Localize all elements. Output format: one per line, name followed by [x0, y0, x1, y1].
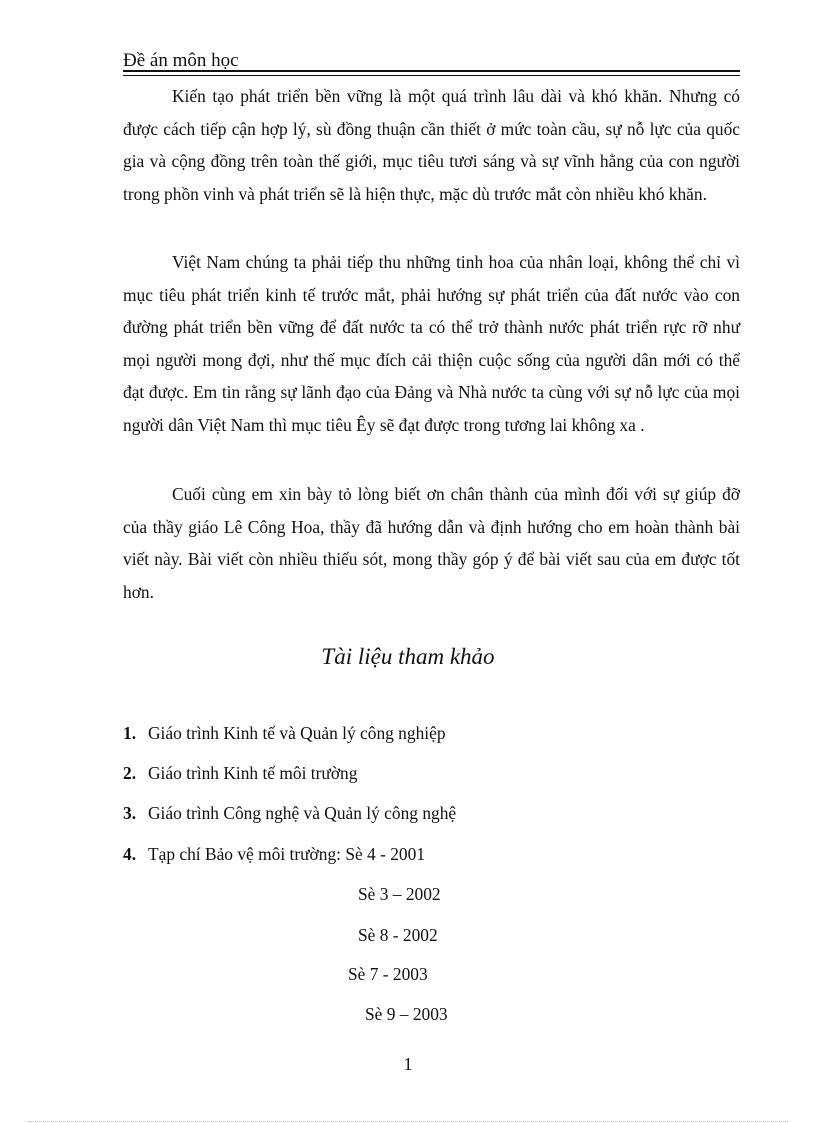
references-title: Tài liệu tham khảo	[321, 644, 495, 669]
reference-item	[123, 843, 425, 865]
reference-item	[123, 722, 446, 744]
journal-issue: Sè 8 - 2002	[358, 925, 438, 945]
paragraph-3: Cuối cùng em xin bày tỏ lòng biết ơn chân thành của mình đối với sự giúp đỡ của thầy giáo Lê Công Hoa, thầy đã hướng dẫn và định hướng cho em hoàn thành bài viết này. Bài viết còn nhiều thiếu sót, mong thầy góp ý để bài viết sau của em được tốt hơn.	[123, 484, 740, 602]
reference-text: Giáo trình Công nghệ và Quản lý công nghệ	[148, 803, 457, 823]
reference-number: 2.	[123, 763, 137, 783]
reference-number: 3.	[123, 803, 137, 823]
paragraph-2: Việt Nam chúng ta phải tiếp thu những tinh hoa của nhân loại, không thể chỉ vì mục tiêu phát triển kinh tế trước mắt, phải hướng sự phát triển của đất nước vào con đường phát triển bền vững để đất nước ta có thể trở thành nước phát triển rực rỡ như mọi người mong đợi, như thế mục đích cải thiện cuộc sống của người dân mới có thể đạt được. Em tin rằng sự lãnh đạo của Đảng và Nhà nước ta cùng với sự nỗ lực của mọi người dân Việt Nam thì mục tiêu Êy sẽ đạt được trong tương lai không xa .	[123, 252, 740, 435]
reference-text: Giáo trình Kinh tế và Quản lý công nghiệp	[148, 723, 446, 743]
journal-issue: Sè 7 - 2003	[348, 964, 428, 984]
header-rule-thick	[123, 70, 740, 72]
reference-item	[123, 802, 456, 824]
journal-issue: Sè 9 – 2003	[365, 1004, 448, 1024]
paragraph-1: Kiến tạo phát triển bền vững là một quá trình lâu dài và khó khăn. Nhưng có được cách tiếp cận hợp lý, sù đồng thuận cần thiết ở mức toàn cầu, sự nỗ lực của quốc gia và cộng đồng trên toàn thế giới, mục tiêu tươi sáng và sự vĩnh hằng của con người trong phồn vinh và phát triển sẽ là hiện thực, mặc dù trước mắt còn nhiều khó khăn.	[123, 86, 740, 204]
reference-number: 4.	[123, 844, 137, 864]
reference-number: 1.	[123, 723, 137, 743]
header-rule-thin	[123, 75, 740, 76]
reference-item	[123, 762, 357, 784]
page-number: 1	[403, 1054, 413, 1074]
page-bottom-border	[28, 1121, 788, 1122]
header-title: Đề án môn học	[123, 50, 239, 71]
reference-text: Giáo trình Kinh tế môi trường	[148, 763, 358, 783]
journal-issue: Sè 3 – 2002	[358, 884, 441, 904]
reference-text: Tạp chí Bảo vệ môi trường: Sè 4 - 2001	[148, 844, 426, 864]
